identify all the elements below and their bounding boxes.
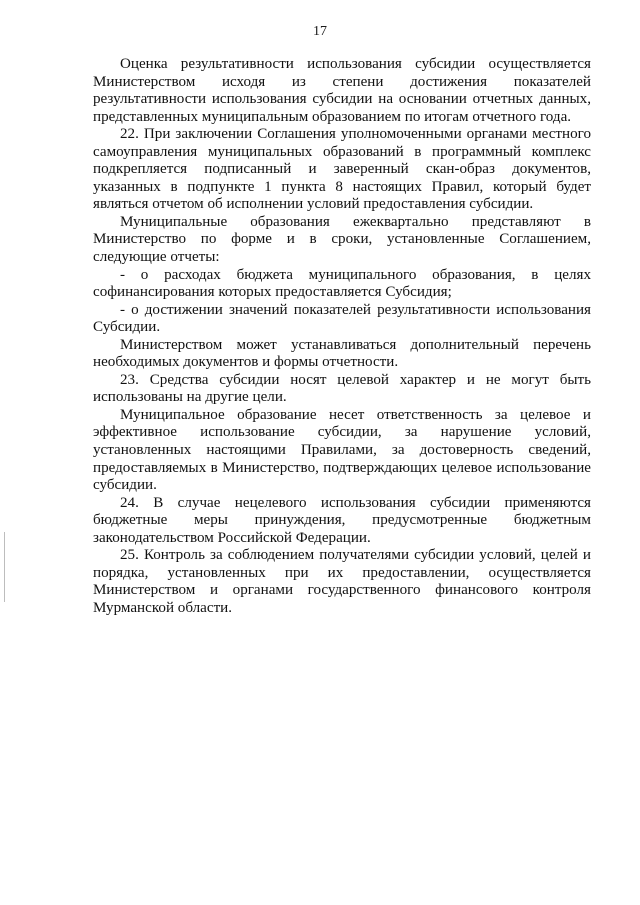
paragraph-responsibility: Муниципальное образование несет ответственность за целевое и эффективное использование субсидии, за нарушение условий, установленных настоящими Правилами, за достоверность сведений, предоставляемых в Министерство, подтверждающих целевое использование субсидии. xyxy=(93,406,591,494)
list-item-expenses-report: - о расходах бюджета муниципального образования, в целях софинансирования которых предоставляется Субсидия; xyxy=(93,266,591,301)
paragraph-23: 23. Средства субсидии носят целевой характер и не могут быть использованы на другие цели. xyxy=(93,371,591,406)
page-number: 17 xyxy=(313,24,327,39)
paragraph-additional-documents: Министерством может устанавливаться дополнительный перечень необходимых документов и формы отчетности. xyxy=(93,336,591,371)
document-body xyxy=(93,56,591,618)
paragraph-evaluation: Оценка результативности использования субсидии осуществляется Министерством исходя из степени достижения показателей результативности использования субсидии на основании отчетных данных, представленных муниципальным образованием по итогам отчетного года. xyxy=(93,56,591,125)
paragraph-25: 25. Контроль за соблюдением получателями субсидии условий, целей и порядка, установленных при их предоставлении, осуществляется Министерством и органами государственного финансового контроля Мурманской области. xyxy=(93,547,591,616)
scan-margin-mark xyxy=(4,532,5,602)
paragraph-22: 22. При заключении Соглашения уполномоченными органами местного самоуправления муниципальных образований в программный комплекс подкрепляется подписанный и заверенный скан-образ документов, указанных в подпункте 1 пункта 8 настоящих Правил, который будет являться отчетом об исполнении условий предоставления субсидии. xyxy=(93,126,591,213)
list-item-indicators-report: - о достижении значений показателей результативности использования Субсидии. xyxy=(93,301,591,336)
paragraph-quarterly-reports: Муниципальные образования ежеквартально представляют в Министерство по форме и в сроки, установленные Соглашением, следующие отчеты: xyxy=(93,213,591,266)
paragraph-24: 24. В случае нецелевого использования субсидии применяются бюджетные меры принуждения, предусмотренные бюджетным законодательством Российской Федерации. xyxy=(93,494,591,546)
